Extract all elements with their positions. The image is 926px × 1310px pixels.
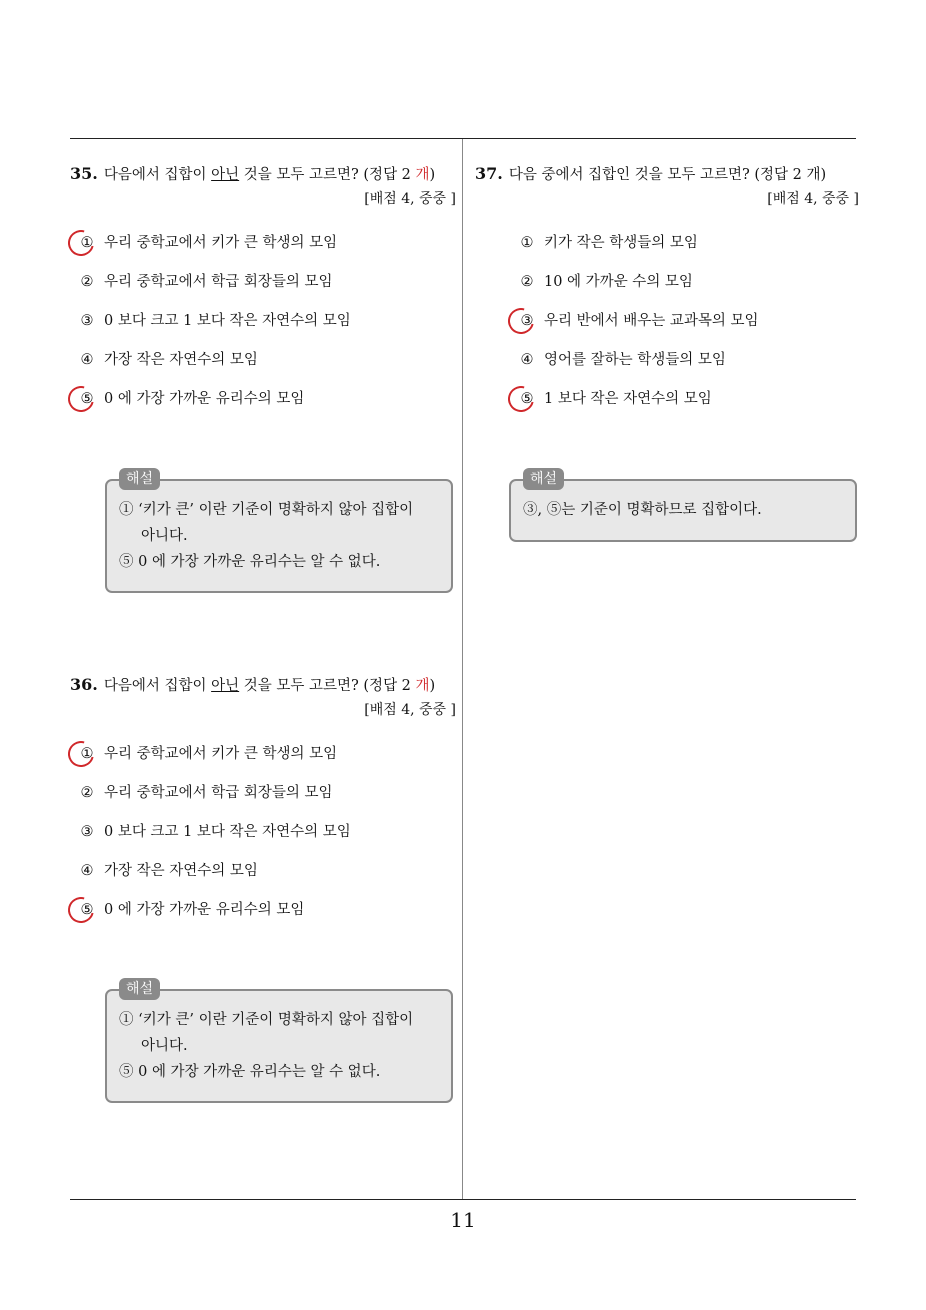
option-marker: ③ bbox=[520, 313, 534, 329]
option-4[interactable]: ④ 영어를 잘하는 학생들의 모임 bbox=[510, 350, 859, 389]
question-stem: 35. 다음에서 집합이 아닌 것을 모두 고르면? (정답 2 개) bbox=[70, 164, 436, 183]
score-meta: [배점 4, 중중 ] bbox=[364, 702, 456, 718]
explanation-label: 해설 bbox=[119, 978, 160, 1000]
question-36 bbox=[70, 673, 456, 939]
option-1[interactable]: ① 우리 중학교에서 키가 큰 학생의 모임 bbox=[70, 744, 456, 783]
option-marker: ④ bbox=[80, 863, 94, 879]
option-3[interactable]: ③ 0 보다 크고 1 보다 작은 자연수의 모임 bbox=[70, 822, 456, 861]
explanation-box: 해설 ③, ⑤는 기준이 명확하므로 집합이다. bbox=[509, 479, 857, 542]
option-4[interactable]: ④ 가장 작은 자연수의 모임 bbox=[70, 861, 456, 900]
option-5[interactable]: ⑤ 0 에 가장 가까운 유리수의 모임 bbox=[70, 389, 456, 428]
option-5[interactable]: ⑤ 1 보다 작은 자연수의 모임 bbox=[510, 389, 859, 428]
explanation-label: 해설 bbox=[119, 468, 160, 490]
explanation-box: 해설 ① ‘키가 큰’ 이란 기준이 명확하지 않아 집합이 아니다. ⑤ 0 에 가장 가까운 유리수는 알 수 없다. bbox=[105, 989, 453, 1103]
score-meta: [배점 4, 중중 ] bbox=[364, 191, 456, 207]
option-marker: ④ bbox=[520, 352, 534, 368]
option-3[interactable]: ③ 0 보다 크고 1 보다 작은 자연수의 모임 bbox=[70, 311, 456, 350]
option-marker: ① bbox=[80, 746, 94, 762]
option-1[interactable]: ① 키가 작은 학생들의 모임 bbox=[510, 233, 859, 272]
option-2[interactable]: ② 우리 중학교에서 학급 회장들의 모임 bbox=[70, 783, 456, 822]
option-list bbox=[70, 744, 456, 939]
option-marker: ③ bbox=[80, 824, 94, 840]
option-5[interactable]: ⑤ 0 에 가장 가까운 유리수의 모임 bbox=[70, 900, 456, 939]
answer-circle-icon bbox=[63, 736, 99, 772]
option-marker: ③ bbox=[80, 313, 94, 329]
option-list bbox=[70, 233, 456, 428]
option-2[interactable]: ② 10 에 가까운 수의 모임 bbox=[510, 272, 859, 311]
option-4[interactable]: ④ 가장 작은 자연수의 모임 bbox=[70, 350, 456, 389]
question-number: 35. bbox=[70, 164, 98, 183]
option-3[interactable]: ③ 우리 반에서 배우는 교과목의 모임 bbox=[510, 311, 859, 350]
explanation-label: 해설 bbox=[523, 468, 564, 490]
option-marker: ② bbox=[520, 274, 534, 290]
question-number: 36. bbox=[70, 675, 98, 694]
column-divider bbox=[462, 139, 463, 1200]
answer-circle-icon bbox=[63, 225, 99, 261]
option-1[interactable]: ① 우리 중학교에서 키가 큰 학생의 모임 bbox=[70, 233, 456, 272]
option-2[interactable]: ② 우리 중학교에서 학급 회장들의 모임 bbox=[70, 272, 456, 311]
option-marker: ⑤ bbox=[520, 391, 534, 407]
option-marker: ⑤ bbox=[80, 391, 94, 407]
score-meta: [배점 4, 중중 ] bbox=[767, 191, 859, 207]
option-marker: ① bbox=[520, 235, 534, 251]
bottom-rule bbox=[70, 1199, 856, 1200]
explanation-box: 해설 ① ‘키가 큰’ 이란 기준이 명확하지 않아 집합이 아니다. ⑤ 0 에 가장 가까운 유리수는 알 수 없다. bbox=[105, 479, 453, 593]
option-marker: ④ bbox=[80, 352, 94, 368]
option-list bbox=[510, 233, 859, 428]
option-marker: ② bbox=[80, 785, 94, 801]
option-marker: ② bbox=[80, 274, 94, 290]
question-37 bbox=[475, 162, 859, 428]
question-number: 37. bbox=[475, 164, 503, 183]
top-rule bbox=[70, 138, 856, 139]
option-marker: ⑤ bbox=[80, 902, 94, 918]
option-marker: ① bbox=[80, 235, 94, 251]
question-35 bbox=[70, 162, 456, 428]
question-stem: 36. 다음에서 집합이 아닌 것을 모두 고르면? (정답 2 개) bbox=[70, 675, 436, 694]
page-number: 11 bbox=[450, 1208, 476, 1232]
question-stem: 37. 다음 중에서 집합인 것을 모두 고르면? (정답 2 개) bbox=[475, 164, 827, 183]
